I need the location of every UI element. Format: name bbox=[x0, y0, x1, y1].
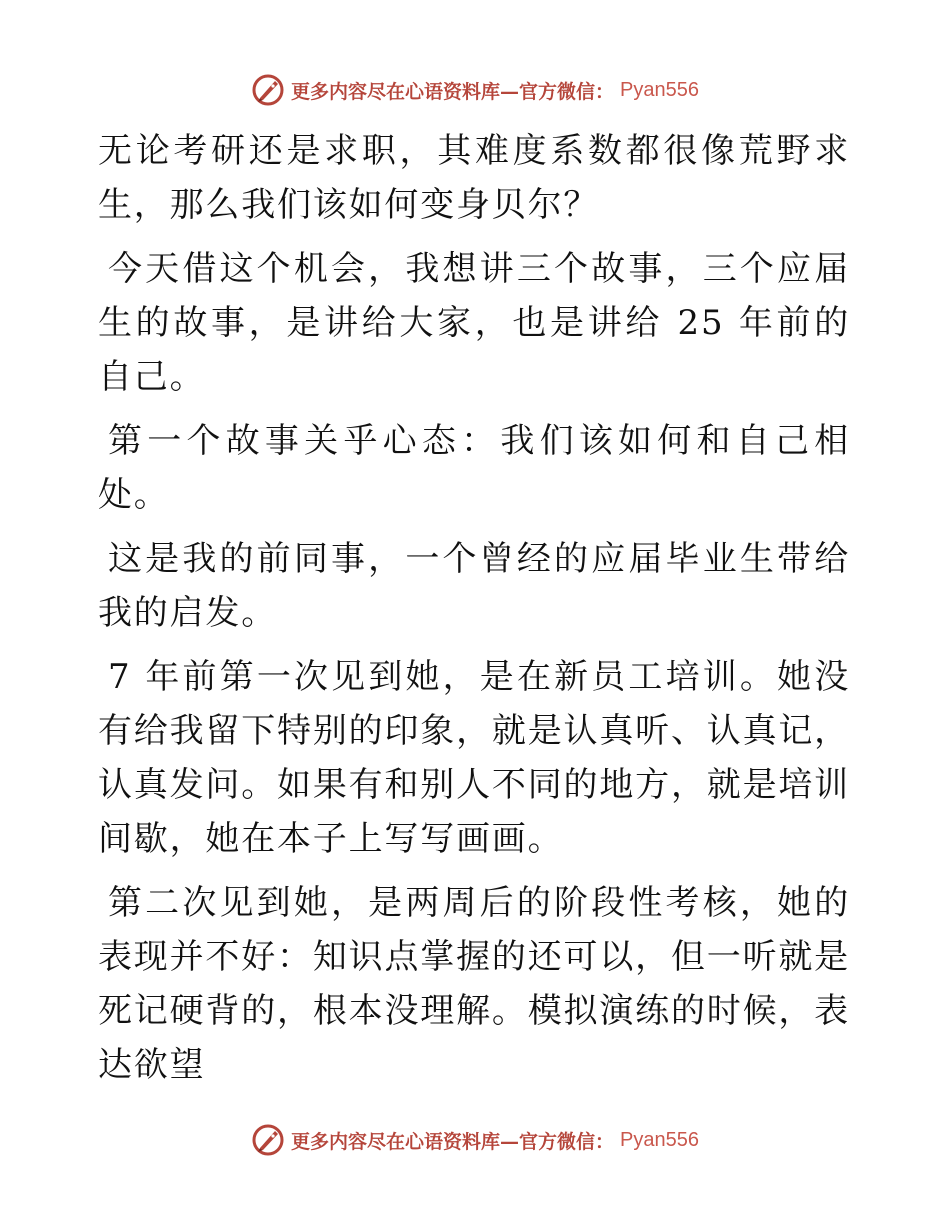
document-body bbox=[98, 124, 850, 1102]
paragraph: 第一个故事关乎心态：我们该如何和自己相处。 bbox=[98, 421, 850, 515]
footer-watermark bbox=[0, 1120, 950, 1160]
watermark-text: 更多内容尽在心语资料库—官方微信： bbox=[291, 80, 615, 103]
watermark-handle: Pyan556 bbox=[620, 78, 699, 101]
paragraph: 无论考研还是求职，其难度系数都很像荒野求生，那么我们该如何变身贝尔？ bbox=[98, 131, 850, 225]
header-watermark bbox=[0, 70, 950, 110]
quill-pen-logo-icon bbox=[251, 1123, 285, 1157]
paragraph: 这是我的前同事，一个曾经的应届毕业生带给我的启发。 bbox=[98, 539, 850, 633]
paragraph: 今天借这个机会，我想讲三个故事，三个应届生的故事，是讲给大家，也是讲给 25 年前的自己。 bbox=[98, 249, 850, 397]
paragraph: 7 年前第一次见到她，是在新员工培训。她没有给我留下特别的印象，就是认真听、认真记，认真发问。如果有和别人不同的地方，就是培训间歇，她在本子上写写画画。 bbox=[98, 657, 850, 859]
watermark-handle: Pyan556 bbox=[620, 1128, 699, 1151]
quill-pen-logo-icon bbox=[251, 73, 285, 107]
watermark-text: 更多内容尽在心语资料库—官方微信： bbox=[291, 1130, 615, 1153]
paragraph: 第二次见到她，是两周后的阶段性考核，她的表现并不好：知识点掌握的还可以，但一听就是死记硬背的，根本没理解。模拟演练的时候，表达欲望 bbox=[98, 883, 850, 1085]
